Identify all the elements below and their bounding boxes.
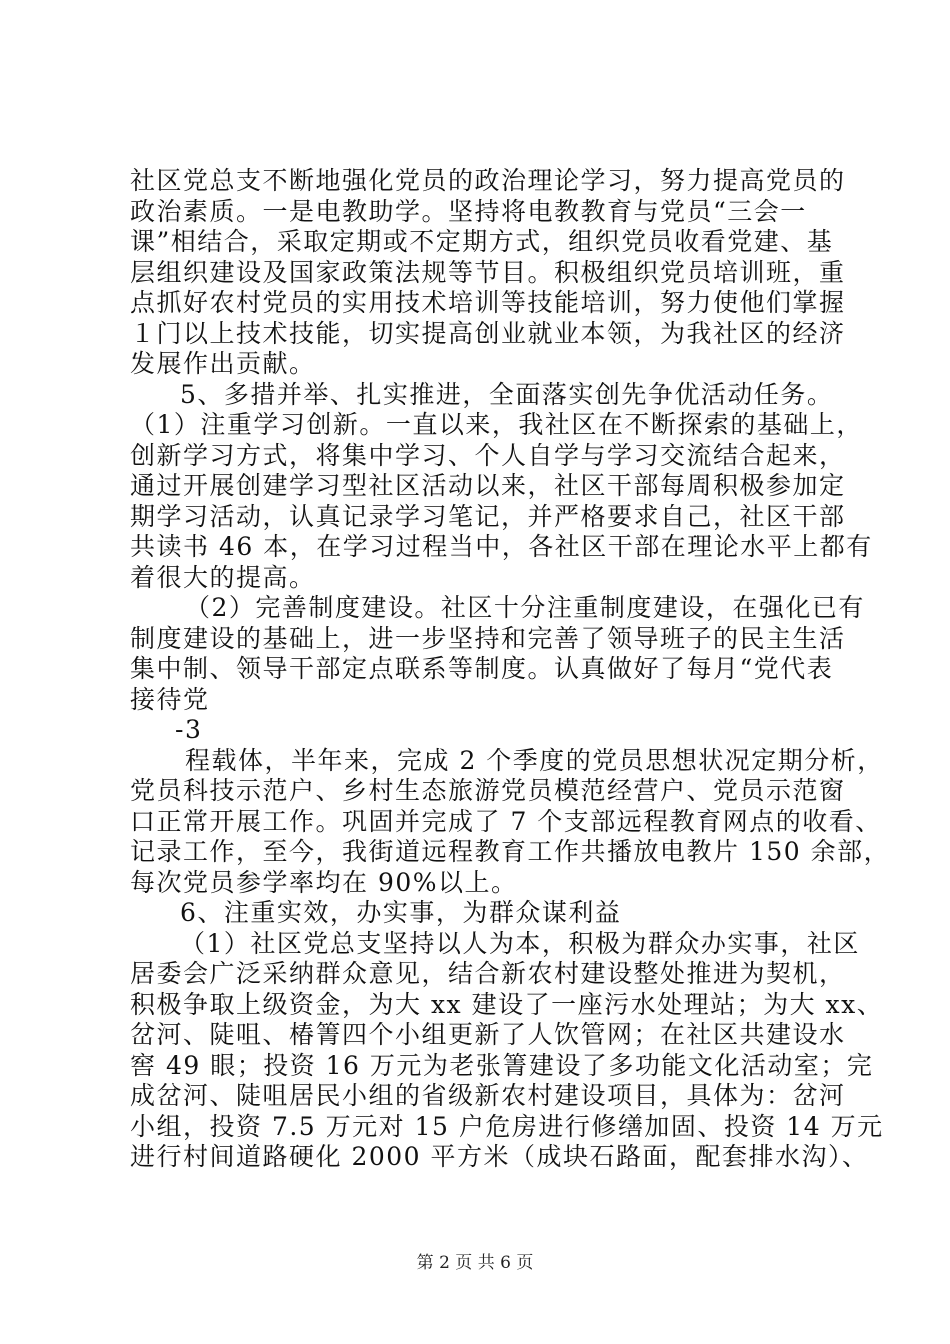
text-line: 记录工作，至今，我街道远程教育工作共播放电教片 150 余部， bbox=[130, 837, 891, 866]
text-line: 每次党员参学率均在 90%以上。 bbox=[130, 867, 518, 897]
page-footer: 第 2 页 共 6 页 bbox=[416, 1253, 534, 1273]
text-line: 成岔河、陡咀居民小组的省级新农村建设项目，具体为：岔河 bbox=[130, 1081, 846, 1110]
text-line: 党员科技示范户、乡村生态旅游党员模范经营户、党员示范窗 bbox=[130, 776, 846, 805]
text-line: 课”相结合，采取定期或不定期方式，组织党员收看党建、基 bbox=[130, 227, 834, 256]
text-line: （2）完善制度建设。社区十分注重制度建设，在强化已有 bbox=[185, 593, 865, 622]
text-line: 接待党 bbox=[130, 684, 210, 714]
text-line: 居委会广泛采纳群众意见，结合新农村建设整处推进为契机， bbox=[130, 959, 846, 988]
text-line: 创新学习方式，将集中学习、个人自学与学习交流结合起来， bbox=[130, 440, 846, 470]
text-line: 进行村间道路硬化 2000 平方米（成块石路面，配套排水沟）、 bbox=[130, 1142, 869, 1171]
text-line: 政治素质。一是电教助学。坚持将电教教育与党员“三会一 bbox=[130, 196, 807, 226]
text-line: 窖 49 眼；投资 16 万元为老张箐建设了多功能文化活动室；完 bbox=[130, 1050, 874, 1080]
inline-page-number: -3 bbox=[175, 715, 203, 744]
text-line: 着很大的提高。 bbox=[130, 562, 316, 592]
section-heading-6: 6、注重实效，办实事，为群众谋利益 bbox=[180, 898, 622, 927]
section-heading-5: 5、多措并举、扎实推进，全面落实创先争优活动任务。 bbox=[180, 379, 834, 409]
text-line: 期学习活动，认真记录学习笔记，并严格要求自己，社区干部 bbox=[130, 501, 846, 531]
text-line: 小组，投资 7.5 万元对 15 户危房进行修缮加固、投资 14 万元 bbox=[130, 1111, 884, 1141]
text-line: 通过开展创建学习型社区活动以来，社区干部每周积极参加定 bbox=[130, 471, 846, 500]
text-line: 集中制、领导干部定点联系等制度。认真做好了每月“党代表 bbox=[130, 654, 834, 683]
text-line: 层组织建设及国家政策法规等节目。积极组织党员培训班，重 bbox=[130, 257, 846, 287]
text-line: （1）社区党总支坚持以人为本，积极为群众办实事，社区 bbox=[180, 928, 860, 958]
text-line: １门以上技术技能，切实提高创业就业本领，为我社区的经济 bbox=[130, 318, 846, 348]
text-line: 共读书 46 本，在学习过程当中，各社区干部在理论水平上都有 bbox=[130, 532, 873, 561]
text-line: 社区党总支不断地强化党员的政治理论学习，努力提高党员的 bbox=[130, 166, 846, 195]
text-line: 点抓好农村党员的实用技术培训等技能培训，努力使他们掌握 bbox=[130, 288, 846, 317]
text-line: 发展作出贡献。 bbox=[130, 349, 316, 378]
text-line: 积极争取上级资金，为大 xx 建设了一座污水处理站；为大 xx、 bbox=[130, 989, 884, 1019]
text-line: （1）注重学习创新。一直以来，我社区在不断探索的基础上， bbox=[130, 410, 863, 439]
text-line: 程载体，半年来，完成 2 个季度的党员思想状况定期分析， bbox=[185, 745, 884, 775]
text-line: 制度建设的基础上，进一步坚持和完善了领导班子的民主生活 bbox=[130, 623, 846, 653]
body-text bbox=[130, 166, 891, 1173]
text-line: 岔河、陡咀、椿箐四个小组更新了人饮管网；在社区共建设水 bbox=[130, 1020, 846, 1049]
text-line: 口正常开展工作。巩固并完成了 7 个支部远程教育网点的收看、 bbox=[130, 806, 882, 836]
